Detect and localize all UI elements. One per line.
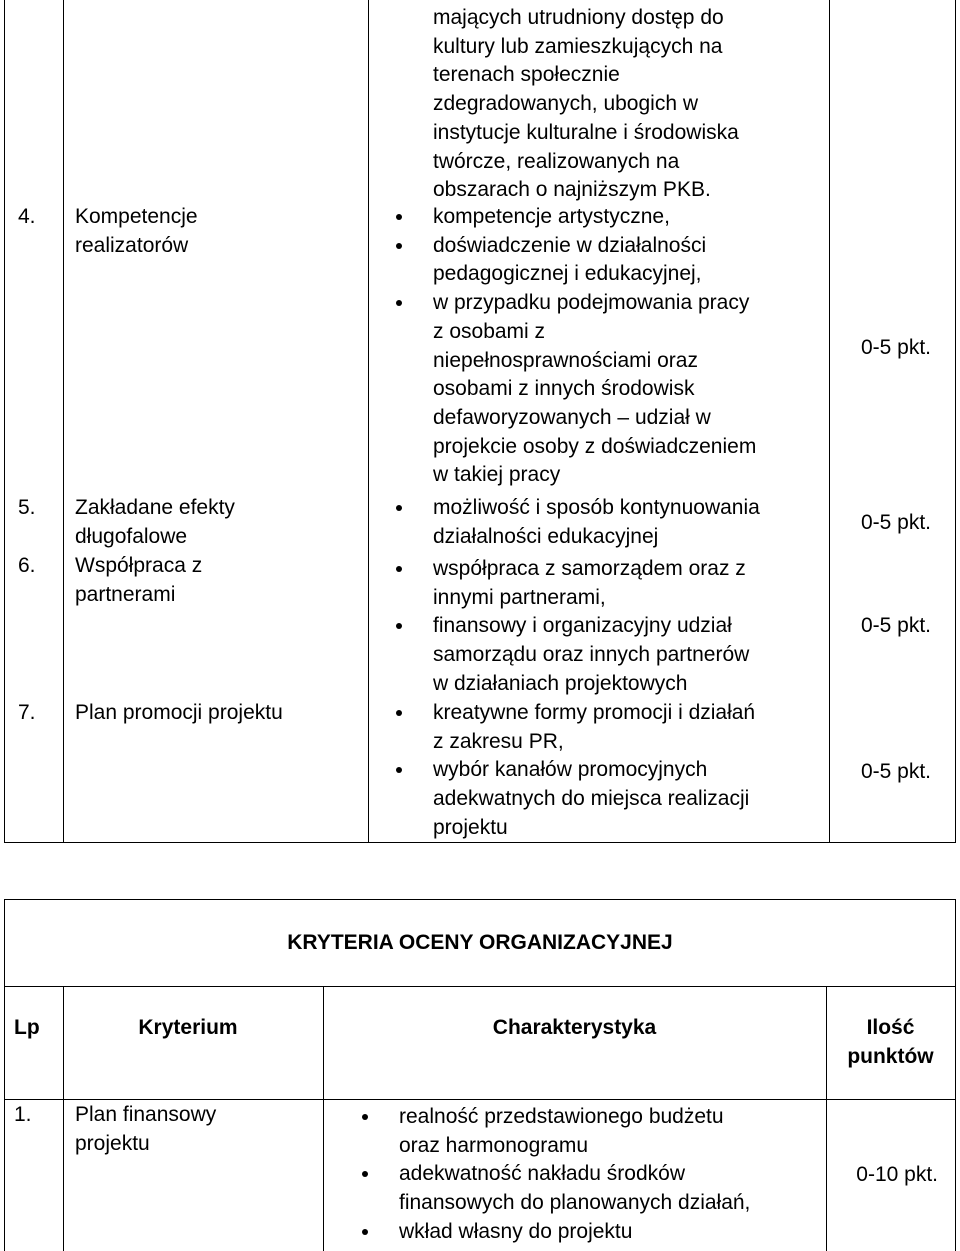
- points-value: 0-5 pkt.: [860, 336, 931, 359]
- criterion-description: [433, 494, 825, 551]
- header-lp: Lp: [14, 1016, 40, 1039]
- list-item-line: oraz harmonogramu: [399, 1133, 589, 1157]
- list-item: [433, 612, 825, 698]
- list-item-line: z zakresu PR,: [433, 729, 564, 753]
- criterion-name-line: projektu: [75, 1131, 150, 1155]
- bullet-icon: [396, 505, 402, 511]
- list-item-line: realność przedstawionego budżetu: [399, 1105, 724, 1128]
- list-item-line: osobami z innych środowisk: [433, 377, 695, 401]
- continuation-line: terenach społecznie: [433, 63, 620, 87]
- row-number: 4.: [18, 205, 36, 228]
- continuation-line: zdegradowanych, ubogich w: [433, 92, 699, 116]
- points-value: 0-5 pkt.: [860, 614, 931, 637]
- list-item: [399, 1160, 824, 1217]
- list-item-line: możliwość i sposób kontynuowania: [433, 496, 760, 519]
- criterion-name-line: Zakładane efekty: [75, 496, 235, 519]
- list-item-line: doświadczenie w działalności: [433, 233, 707, 257]
- list-item-line: wkład własny do projektu: [399, 1219, 633, 1243]
- row-number: 1.: [14, 1103, 32, 1126]
- bullet-icon: [362, 1171, 368, 1177]
- criterion-description: [399, 1103, 824, 1247]
- bullet-icon: [396, 214, 402, 220]
- continuation-line: kultury lub zamieszkujących na: [433, 34, 723, 58]
- criterion-name-line: Plan promocji projektu: [75, 701, 283, 724]
- list-item-line: kompetencje artystyczne,: [433, 205, 670, 228]
- continuation-text: [433, 4, 823, 205]
- bullet-icon: [362, 1229, 368, 1235]
- points-value: 0-5 pkt.: [860, 760, 931, 783]
- list-item-line: adekwatnych do miejsca realizacji: [433, 787, 750, 811]
- bullet-icon: [396, 566, 402, 572]
- list-item-line: wybór kanałów promocyjnych: [433, 758, 708, 782]
- list-item-line: projekcie osoby z doświadczeniem: [433, 434, 757, 458]
- list-item-line: w przypadku podejmowania pracy: [433, 291, 750, 315]
- list-item-line: współpraca z samorządem oraz z: [433, 557, 746, 580]
- continuation-line: twórcze, realizowanych na: [433, 149, 680, 173]
- criterion-name: [75, 699, 365, 728]
- table2-border-top: [4, 899, 956, 900]
- list-item-line: w działaniach projektowych: [433, 671, 688, 695]
- list-item-line: finansowy i organizacyjny udział: [433, 614, 732, 638]
- bullet-icon: [396, 623, 402, 629]
- row-number: 5.: [18, 496, 36, 519]
- list-item-line: innymi partnerami,: [433, 585, 606, 609]
- header-kryterium: Kryterium: [138, 1016, 238, 1039]
- list-item: [433, 289, 825, 490]
- list-item: [433, 699, 825, 756]
- bullet-icon: [396, 710, 402, 716]
- list-item: [433, 756, 825, 842]
- list-item-line: finansowych do planowanych działań,: [399, 1191, 751, 1215]
- points-value: 0-5 pkt.: [860, 511, 931, 534]
- criterion-description: [433, 555, 825, 699]
- bullet-icon: [362, 1114, 368, 1120]
- row-number: 7.: [18, 701, 36, 724]
- list-item-line: w takiej pracy: [433, 463, 561, 487]
- header-charakterystyka: Charakterystyka: [492, 1016, 657, 1039]
- criterion-name: [75, 1101, 320, 1158]
- list-item-line: kreatywne formy promocji i działań: [433, 701, 756, 724]
- list-item-line: niepełnosprawnościami oraz: [433, 348, 698, 372]
- criterion-description: [433, 699, 825, 843]
- bullet-icon: [396, 243, 402, 249]
- criterion-name-line: realizatorów: [75, 233, 189, 257]
- criterion-name: [75, 552, 365, 609]
- list-item-line: pedagogicznej i edukacyjnej,: [433, 262, 702, 286]
- table1-border-left: [4, 0, 5, 842]
- header-ilosc-punktow: [826, 1014, 955, 1071]
- list-item-line: działalności edukacyjnej: [433, 524, 659, 548]
- list-item-line: z osobami z: [433, 319, 546, 343]
- table-title: KRYTERIA OCENY ORGANIZACYJNEJ: [287, 931, 673, 954]
- list-item: [433, 555, 825, 612]
- table1-border-col2: [368, 0, 369, 842]
- bullet-icon: [396, 300, 402, 306]
- table2-header-separator: [4, 1099, 956, 1100]
- continuation-line: mających utrudniony dostęp do: [433, 6, 724, 29]
- continuation-line: instytucje kulturalne i środowiska: [433, 120, 739, 144]
- header-ilosc-line: punktów: [847, 1044, 934, 1068]
- criterion-name: [75, 203, 365, 260]
- criterion-description: [433, 203, 825, 490]
- criterion-name-line: Współpraca z: [75, 554, 203, 577]
- table1-border-col1: [63, 0, 64, 842]
- criterion-name: [75, 494, 365, 551]
- list-item-line: projektu: [433, 815, 508, 839]
- table1-border-right: [955, 0, 956, 842]
- criterion-name-line: długofalowe: [75, 524, 188, 548]
- table2-title-separator: [4, 986, 956, 987]
- row-number: 6.: [18, 554, 36, 577]
- points-value: 0-10 pkt.: [856, 1163, 938, 1186]
- list-item: [433, 494, 825, 551]
- criterion-name-line: Plan finansowy: [75, 1103, 217, 1126]
- continuation-line: obszarach o najniższym PKB.: [433, 178, 711, 202]
- header-ilosc-line: Ilość: [866, 1016, 915, 1039]
- criterion-name-line: partnerami: [75, 582, 176, 606]
- list-item: [433, 203, 825, 232]
- list-item-line: defaworyzowanych – udział w: [433, 405, 711, 429]
- table1-border-col3: [829, 0, 830, 842]
- list-item: [433, 232, 825, 289]
- criterion-name-line: Kompetencje: [75, 205, 198, 228]
- list-item: [399, 1103, 824, 1160]
- list-item-line: adekwatność nakładu środków: [399, 1162, 686, 1186]
- list-item-line: samorządu oraz innych partnerów: [433, 643, 750, 667]
- bullet-icon: [396, 767, 402, 773]
- list-item: [399, 1218, 824, 1247]
